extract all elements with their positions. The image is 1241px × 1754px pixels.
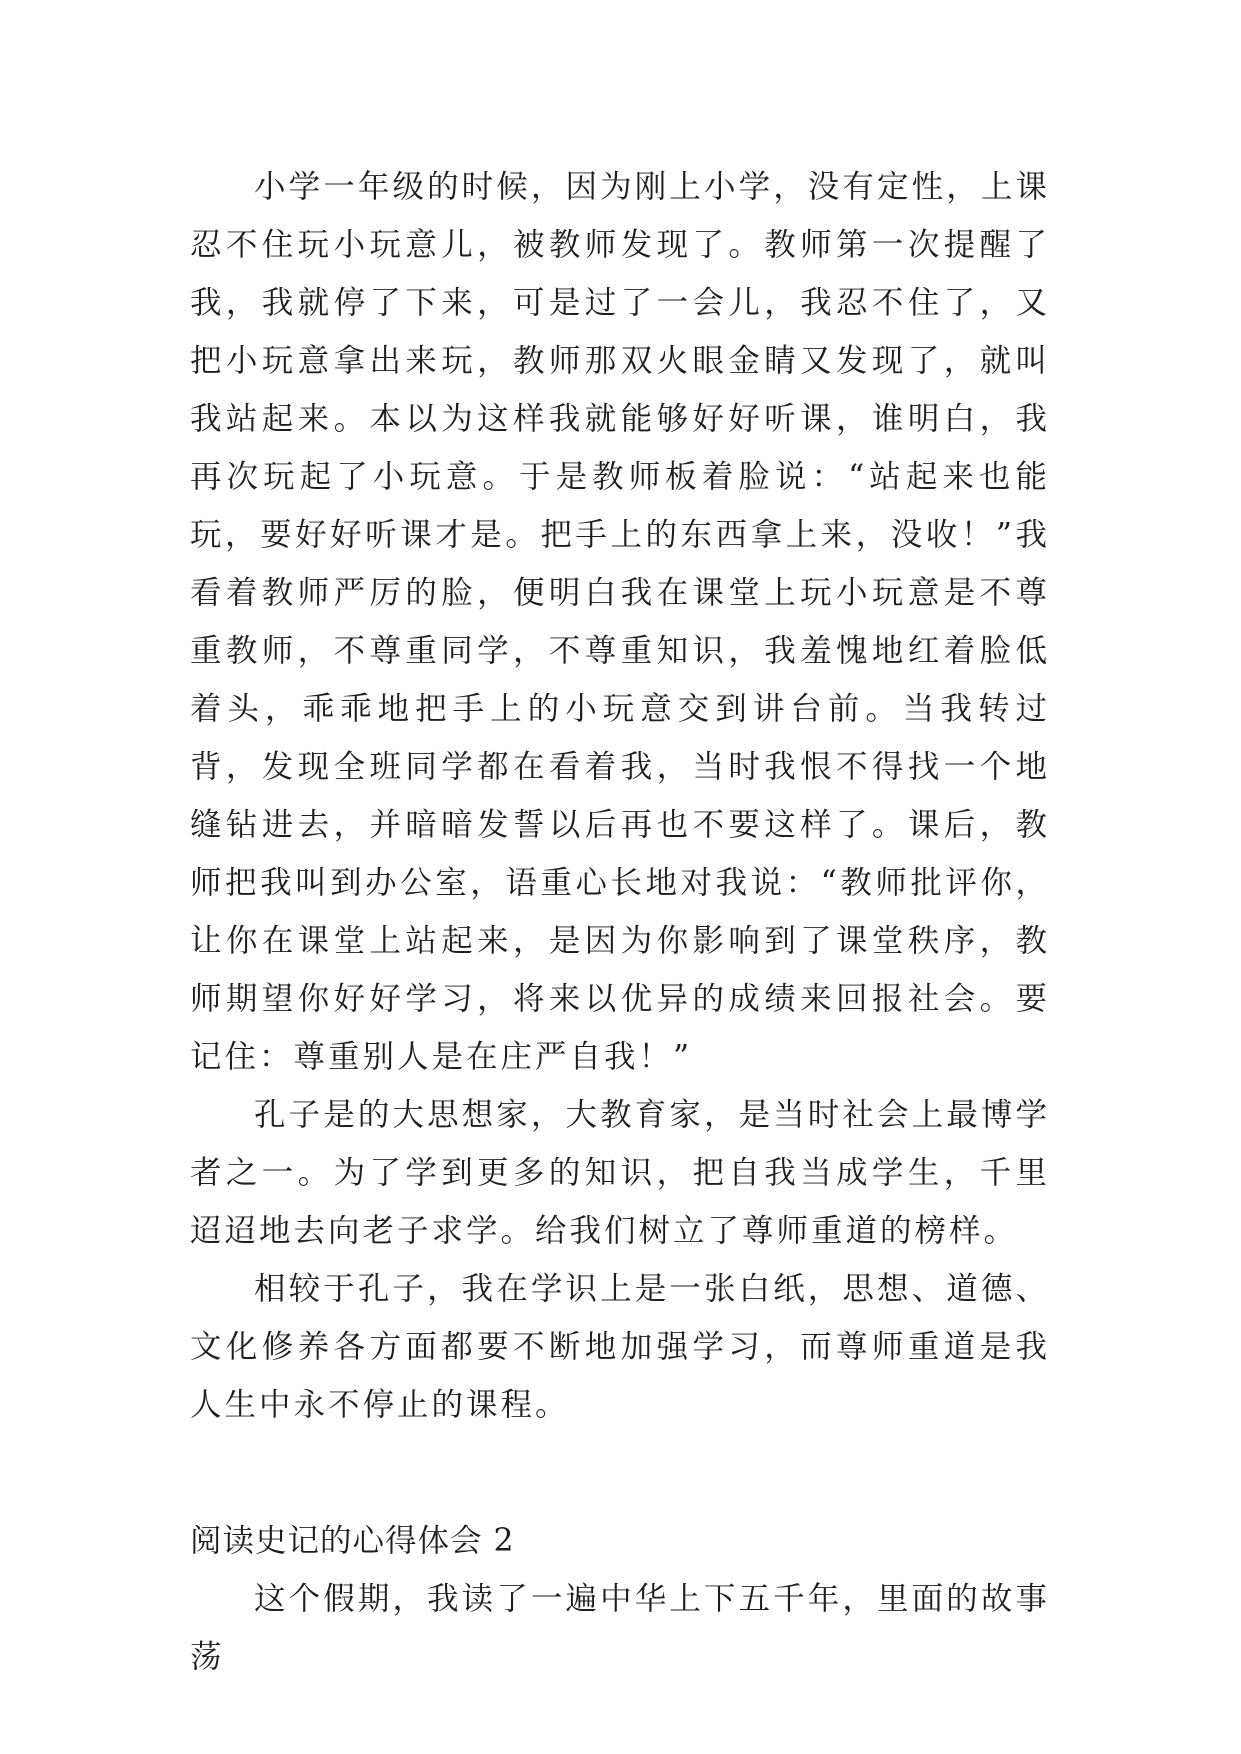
paragraph-comparison: 相较于孔子，我在学识上是一张白纸，思想、道德、文化修养各方面都要不断地加强学习，而尊师重道是我人生中永不停止的课程。 <box>190 1271 1050 1423</box>
document-body <box>190 158 1050 1686</box>
paragraph-confucius: 孔子是的大思想家，大教育家，是当时社会上最博学者之一。为了学到更多的知识，把自我当成学生，千里迢迢地去向老子求学。给我们树立了尊师重道的榜样。 <box>190 1097 1050 1249</box>
paragraph-classroom-story: 小学一年级的时候，因为刚上小学，没有定性，上课忍不住玩小玩意儿，被教师发现了。教师第一次提醒了我，我就停了下来，可是过了一会儿，我忍不住了，又把小玩意拿出来玩，教师那双火眼金睛又发现了，就叫我站起来。本以为这样我就能够好好听课，谁明白，我再次玩起了小玩意。于是教师板着脸说：“站起来也能玩，要好好听课才是。把手上的东西拿上来，没收！”我看着教师严厉的脸，便明白我在课堂上玩小玩意是不尊重教师，不尊重同学，不尊重知识，我羞愧地红着脸低着头，乖乖地把手上的小玩意交到讲台前。当我转过背，发现全班同学都在看着我，当时我恨不得找一个地缝钻进去，并暗暗发誓以后再也不要这样了。课后，教师把我叫到办公室，语重心长地对我说：“教师批评你，让你在课堂上站起来，是因为你影响到了课堂秩序，教师期望你好好学习，将来以优异的成绩来回报社会。要记住：尊重别人是在庄严自我！” <box>190 169 1050 1075</box>
paragraph-section-start: 这个假期，我读了一遍中华上下五千年，里面的故事荡 <box>190 1581 1050 1675</box>
section-title: 阅读史记的心得体会 2 <box>190 1523 515 1559</box>
